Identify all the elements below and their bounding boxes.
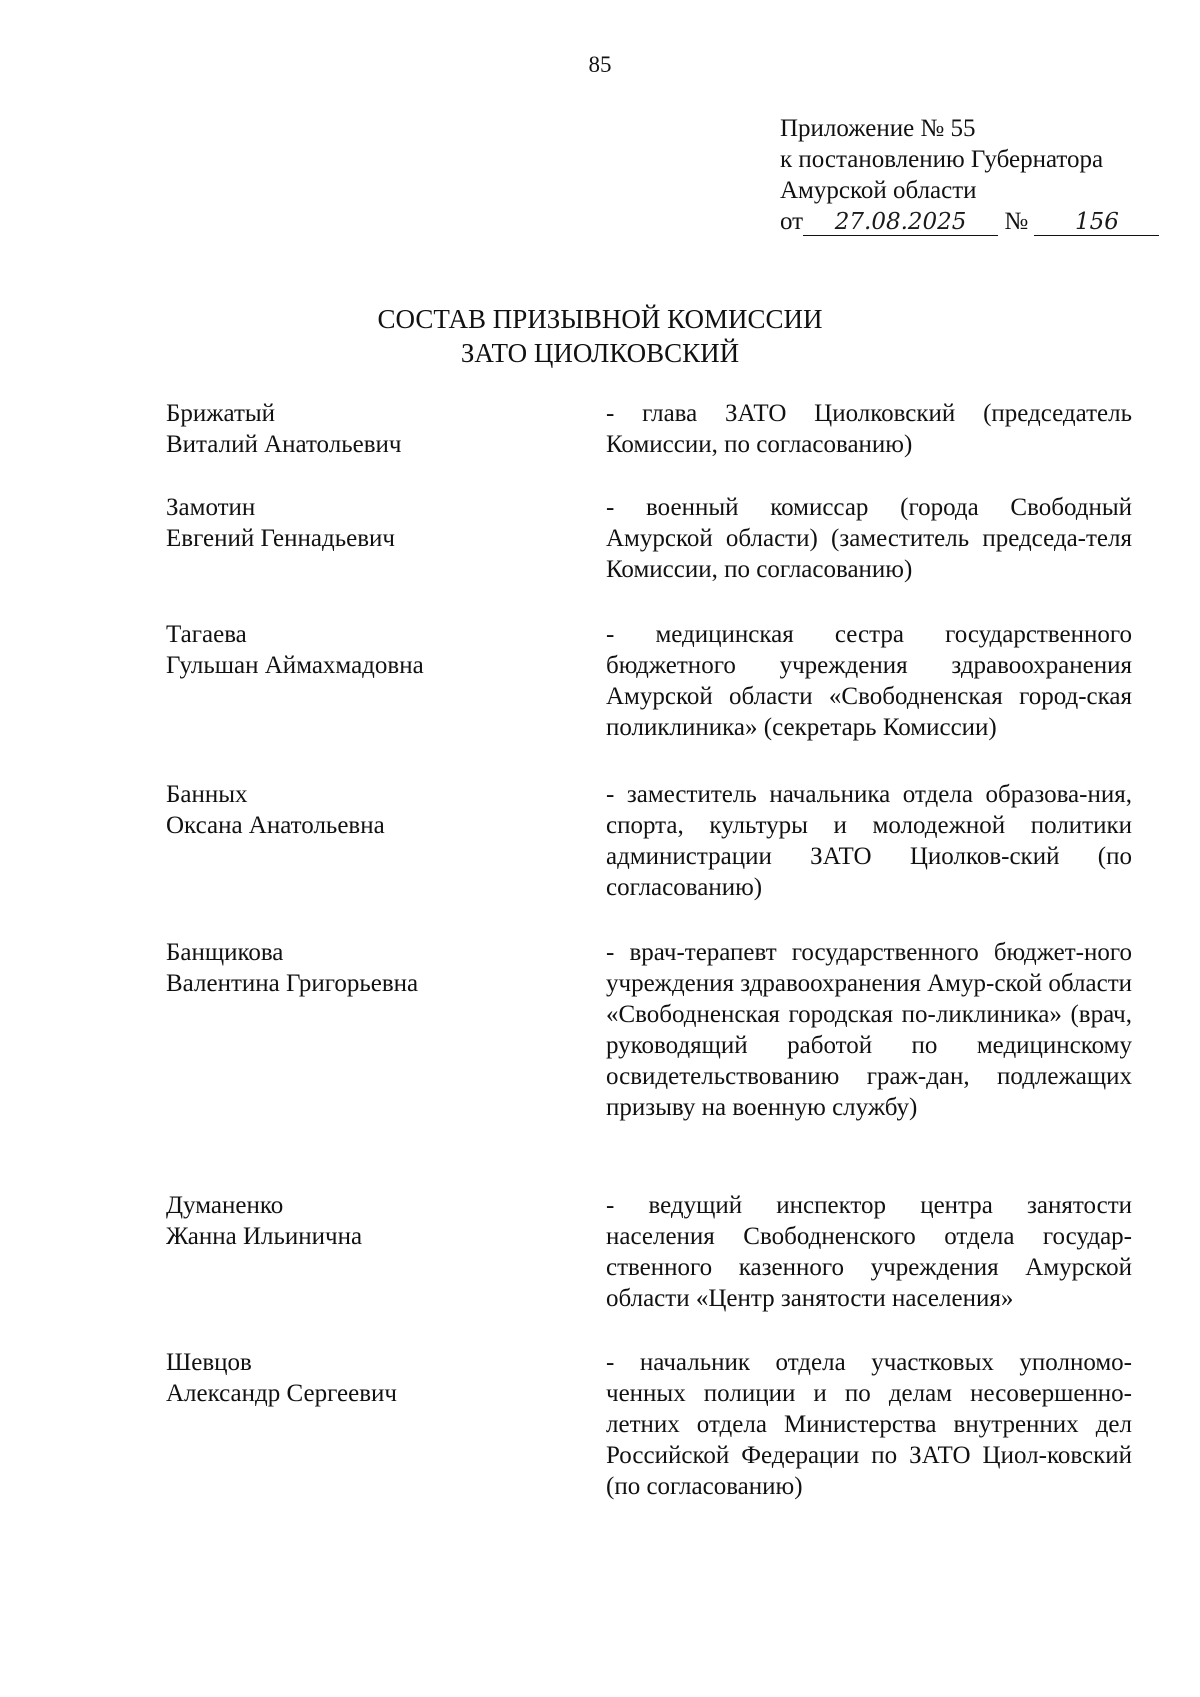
member-role: - заместитель начальника отдела образова-ния, спорта, культуры и молодежной политики администрации ЗАТО Циолков-ский (по согласованию) [606,781,1132,901]
member-role: - начальник отдела участковых уполномо-ченных полиции и по делам несовершенно-летних отдела Министерства внутренних дел Российской Федерации по ЗАТО Циол-ковский (по согласованию) [606,1349,1132,1500]
member-role: - врач-терапевт государственного бюджет-ного учреждения здравоохранения Амур-ской области «Свободненская городская по-ликлиника» (врач, руководящий работой по медицинскому освидетельствованию граж-дан, подлежащих призыву на военную службу) [606,939,1132,1121]
member-entry [166,937,1132,1190]
handwritten-date: 27.08.2025 [803,209,998,236]
member-surname: Брижатый [166,400,276,427]
member-entry [166,492,1132,619]
member-given-names: Александр Сергеевич [166,1380,397,1407]
member-entry [166,1347,1132,1507]
commission-members-list [166,398,1132,1507]
member-given-names: Евгений Геннадьевич [166,525,395,552]
date-prefix: от [780,208,804,235]
member-surname: Банных [166,781,248,808]
document-title [0,302,1200,370]
member-entry [166,619,1132,779]
member-given-names: Гульшан Аймахмадовна [166,652,424,679]
appendix-number: Приложение № 55 [780,115,976,142]
member-given-names: Жанна Ильинична [166,1223,363,1250]
appendix-header [780,113,1159,237]
appendix-reference: к постановлению Губернатора [780,146,1104,173]
member-surname: Думаненко [166,1192,284,1219]
title-line-2: ЗАТО ЦИОЛКОВСКИЙ [460,338,740,368]
member-role: - ведущий инспектор центра занятости населения Свободненского отдела государ-ственного казенного учреждения Амурской области «Центр занятости населения» [606,1192,1132,1312]
member-entry [166,398,1132,492]
member-entry [166,779,1132,937]
member-name [166,937,606,1190]
member-surname: Тагаева [166,621,247,648]
member-entry [166,1190,1132,1347]
member-name [166,1190,606,1347]
member-given-names: Оксана Анатольевна [166,812,385,839]
member-name [166,398,606,492]
title-line-1: СОСТАВ ПРИЗЫВНОЙ КОМИССИИ [377,304,823,334]
member-surname: Замотин [166,494,256,521]
member-surname: Шевцов [166,1349,252,1376]
member-name [166,1347,606,1507]
member-role: - военный комиссар (города Свободный Амурской области) (заместитель председа-теля Комиссии, по согласованию) [606,494,1132,583]
appendix-region: Амурской области [780,177,977,204]
member-role: - глава ЗАТО Циолковский (председатель Комиссии, по согласованию) [606,400,1132,458]
page-number: 85 [588,52,612,77]
member-given-names: Валентина Григорьевна [166,970,419,997]
handwritten-number: 156 [1034,209,1159,236]
member-name [166,779,606,937]
member-role: - медицинская сестра государственного бюджетного учреждения здравоохранения Амурской области «Свободненская город-ская поликлиника» (секретарь Комиссии) [606,621,1132,741]
member-name [166,492,606,619]
appendix-date-line [780,206,1159,237]
member-surname: Банщикова [166,939,284,966]
member-name [166,619,606,779]
member-given-names: Виталий Анатольевич [166,431,402,458]
number-sign: № [1004,208,1029,235]
